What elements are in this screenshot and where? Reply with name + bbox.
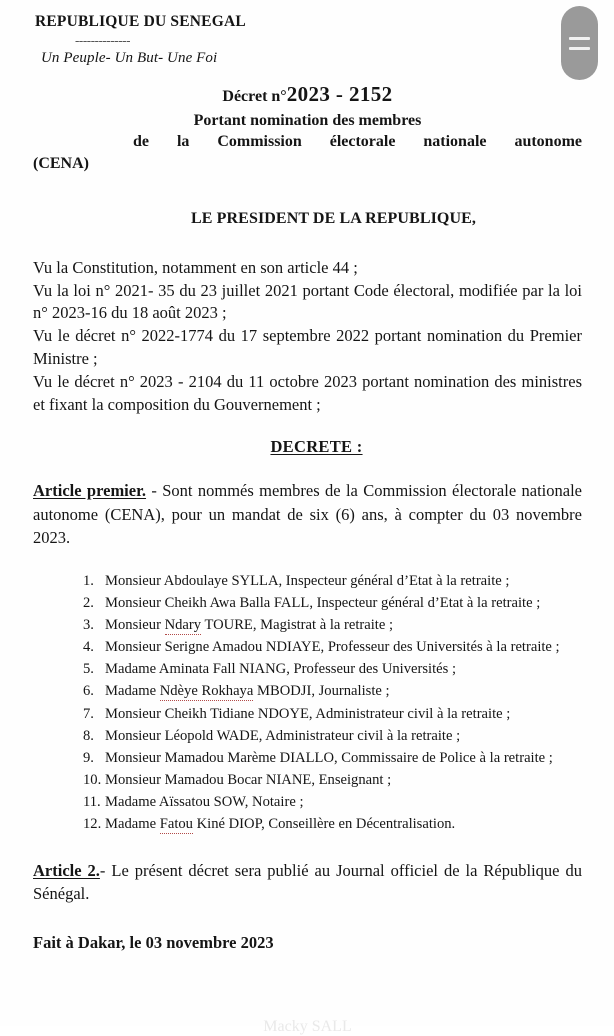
member-list-item bbox=[83, 592, 582, 614]
hamburger-menu-icon-bar-2 bbox=[569, 47, 590, 50]
member-title: Monsieur bbox=[105, 639, 165, 656]
member-role: , Inspecteur général d’Etat à la retraite ; bbox=[309, 594, 541, 611]
member-name: Cheikh Tidiane NDOYE bbox=[164, 705, 309, 722]
member-title: Madame bbox=[105, 661, 159, 678]
member-index: 12. bbox=[83, 816, 102, 833]
member-name: Cheikh Awa Balla FALL bbox=[164, 594, 310, 611]
member-list-item bbox=[83, 614, 582, 636]
member-list-item bbox=[83, 658, 582, 680]
member-list-item bbox=[83, 725, 582, 747]
member-title: Madame bbox=[105, 794, 159, 811]
decree-subject-line-3: (CENA) bbox=[33, 155, 89, 173]
republic-heading: REPUBLIQUE DU SENEGAL bbox=[35, 13, 246, 30]
spellcheck-flagged-word: Ndary bbox=[164, 616, 202, 633]
member-title: Madame bbox=[105, 683, 160, 700]
decree-title-block bbox=[33, 82, 582, 175]
member-index: 10. bbox=[83, 772, 102, 789]
member-title: Monsieur bbox=[105, 727, 165, 744]
spellcheck-flagged-word: Ndèye Rokhaya bbox=[159, 683, 254, 700]
member-index: 7. bbox=[83, 705, 94, 722]
decree-subject-line-2: de la Commission électorale nationale autonome bbox=[133, 133, 582, 151]
member-index: 11. bbox=[83, 794, 101, 811]
member-role: , Notaire ; bbox=[244, 794, 304, 811]
member-index: 6. bbox=[83, 683, 94, 700]
member-name: Abdoulaye SYLLA bbox=[163, 572, 279, 589]
member-name: Kiné DIOP bbox=[192, 816, 262, 833]
decree-label: Décret n° bbox=[222, 87, 287, 105]
member-role: , Professeur des Universités ; bbox=[286, 661, 457, 678]
decree-number-line bbox=[33, 82, 582, 108]
spellcheck-flagged-word: Fatou bbox=[159, 816, 193, 833]
member-title: Madame bbox=[105, 816, 160, 833]
member-index: 2. bbox=[83, 594, 94, 611]
member-title: Monsieur bbox=[105, 705, 165, 722]
member-index: 8. bbox=[83, 727, 94, 744]
document-body bbox=[33, 12, 582, 953]
president-heading: LE PRESIDENT DE LA REPUBLIQUE, bbox=[191, 209, 476, 227]
visa-item: Vu la loi n° 2021- 35 du 23 juillet 2021 portant Code électoral, modifiée par la loi n° 2023-16 du 18 août 2023 ; bbox=[33, 280, 582, 323]
member-role: , Conseillère en Décentralisation. bbox=[261, 816, 456, 833]
member-title: Monsieur bbox=[105, 772, 165, 789]
member-list-item bbox=[83, 636, 582, 658]
hamburger-menu-icon-bar-1 bbox=[569, 37, 590, 40]
article-premier bbox=[33, 479, 582, 549]
member-list-item bbox=[83, 791, 582, 813]
member-title: Monsieur bbox=[105, 616, 165, 633]
clipped-footer-line: Macky SALL bbox=[263, 1018, 352, 1035]
national-motto: Un Peuple- Un But- Une Foi bbox=[41, 50, 218, 67]
visa-item: Vu le décret n° 2023 - 2104 du 11 octobre 2023 portant nomination des ministres et fixant la composition du Gouvernement ; bbox=[33, 371, 582, 414]
decree-subject-line-1: Portant nomination des membres bbox=[193, 111, 422, 129]
member-role: , Commissaire de Police à la retraite ; bbox=[334, 749, 553, 766]
member-index: 5. bbox=[83, 661, 94, 678]
member-role: , Professeur des Universités à la retraite ; bbox=[320, 639, 560, 656]
member-role: , Inspecteur général d’Etat à la retraite ; bbox=[278, 572, 510, 589]
article-2-body: - Le présent décret sera publié au Journal officiel de la République du Sénégal. bbox=[33, 860, 582, 904]
decree-number: 2023 - 2152 bbox=[286, 81, 393, 106]
article-2 bbox=[33, 859, 582, 906]
member-role: , Journaliste ; bbox=[311, 683, 390, 700]
member-list-item bbox=[83, 769, 582, 791]
member-role: , Administrateur civil à la retraite ; bbox=[258, 727, 461, 744]
member-role: , Administrateur civil à la retraite ; bbox=[308, 705, 511, 722]
member-title: Monsieur bbox=[105, 749, 165, 766]
member-index: 4. bbox=[83, 639, 94, 656]
member-role: , Magistrat à la retraite ; bbox=[252, 616, 394, 633]
hamburger-menu-button[interactable] bbox=[561, 6, 598, 80]
article-premier-body: - Sont nommés membres de la Commission électorale nationale autonome (CENA), pour un mandat de six (6) ans, à compter du 03 novembre 2023. bbox=[33, 481, 582, 548]
member-list-item bbox=[83, 680, 582, 702]
member-index: 3. bbox=[83, 616, 94, 633]
member-name: Aïssatou SOW bbox=[158, 794, 245, 811]
member-list-item bbox=[83, 747, 582, 769]
member-title: Monsieur bbox=[105, 594, 165, 611]
member-index: 1. bbox=[83, 572, 94, 589]
member-index: 9. bbox=[83, 749, 94, 766]
signoff-line: Fait à Dakar, le 03 novembre 2023 bbox=[33, 933, 274, 953]
member-name: Léopold WADE bbox=[164, 727, 259, 744]
masthead bbox=[33, 12, 582, 69]
article-premier-label: Article premier. bbox=[33, 481, 147, 501]
masthead-separator: -------------- bbox=[75, 34, 131, 47]
member-title: Monsieur bbox=[105, 572, 164, 589]
visa-item: Vu la Constitution, notamment en son article 44 ; bbox=[33, 257, 358, 277]
visa-item: Vu le décret n° 2022-1774 du 17 septembre 2022 portant nomination du Premier Ministre ; bbox=[33, 326, 582, 368]
member-name: Mamadou Bocar NIANE bbox=[164, 772, 312, 789]
article-2-label: Article 2. bbox=[33, 860, 100, 880]
member-name: Aminata Fall NIANG bbox=[158, 661, 287, 678]
visa-list bbox=[33, 257, 582, 416]
member-name: MBODJI bbox=[253, 683, 312, 700]
decrete-heading: DECRETE : bbox=[270, 437, 363, 457]
member-name: Serigne Amadou NDIAYE bbox=[164, 639, 321, 656]
member-list-item bbox=[83, 703, 582, 725]
member-list bbox=[33, 570, 582, 836]
member-list-item bbox=[83, 570, 582, 592]
member-list-item bbox=[83, 813, 582, 835]
member-role: , Enseignant ; bbox=[311, 772, 392, 789]
decrete-heading-wrap bbox=[33, 437, 582, 457]
member-name: TOURE bbox=[201, 616, 253, 633]
member-name: Mamadou Marème DIALLO bbox=[164, 749, 334, 766]
